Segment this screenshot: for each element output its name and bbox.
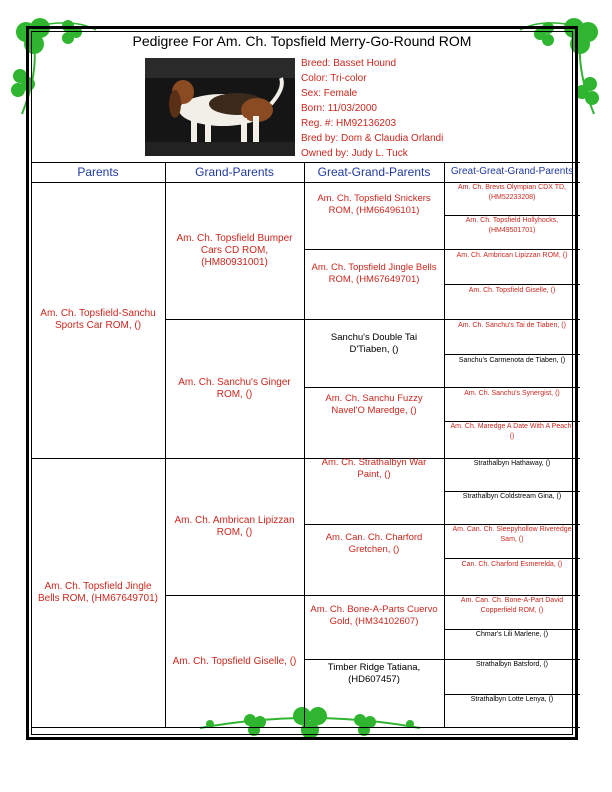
page-title: Pedigree For Am. Ch. Topsfield Merry-Go-Round ROM: [132, 33, 472, 49]
header-great-grand-parents: Great-Grand-Parents: [317, 165, 431, 179]
header-great-great-grand-parents: Great-Great-Grand-Parents: [450, 166, 574, 177]
great-great-grandparent-7: Am. Ch. Sanchu's Synergist, (): [464, 390, 560, 397]
parent-dam: Am. Ch. Topsfield Jingle Bells ROM, (HM67649701): [37, 581, 159, 604]
great-great-grandparent-13: Am. Can. Ch. Bone-A-Part David Copperfield ROM, (): [460, 597, 564, 614]
great-great-grandparent-4: Am. Ch. Topsfield Giselle, (): [468, 287, 556, 294]
great-great-grandparent-3: Am. Ch. Ambrican Lipizzan ROM, (): [456, 252, 568, 259]
parent-sire: Am. Ch. Topsfield-Sanchu Sports Car ROM, (): [40, 308, 156, 331]
born-text: Born: 11/03/2000: [301, 103, 377, 114]
grandparent-4: Am. Ch. Topsfield Giselle, (): [172, 655, 297, 667]
column-divider-2: [304, 162, 305, 728]
owner-text: Owned by: Judy L. Tuck: [301, 148, 408, 159]
color-text: Color: Tri-color: [301, 73, 367, 84]
great-great-grandparent-1: Am. Ch. Brevis Olympian CDX TD, (HM52233208): [457, 184, 566, 201]
great-grandparent-5: Am. Ch. Strathalbyn War Paint, (): [321, 457, 427, 480]
great-grandparent-6: Am. Can. Ch. Charford Gretchen, (): [325, 532, 423, 555]
great-great-grandparent-11: Am. Can. Ch. Sleepyhollow Riveredge Sam, (): [452, 526, 572, 543]
great-grandparent-7: Am. Ch. Bone-A-Parts Cuervo Gold, (HM34102607): [310, 604, 438, 627]
dog-details: [301, 56, 443, 161]
great-great-grandparent-8: Am. Ch. Maredge A Date With A Peach, (): [450, 423, 574, 440]
great-great-grandparent-15: Strathalbyn Batsford, (): [476, 661, 548, 668]
header-grand-parents: Grand-Parents: [195, 165, 274, 179]
great-great-grandparent-16: Strathalbyn Lotte Lenya, (): [470, 696, 554, 703]
great-great-grandparent-5: Am. Ch. Sanchu's Tai de Tiaben, (): [458, 322, 566, 329]
pedigree-table: [31, 162, 580, 728]
great-grandparent-8: Timber Ridge Tatiana, (HD607457): [327, 662, 421, 685]
sex-text: Sex: Female: [301, 88, 358, 99]
breed-text: Breed: Basset Hound: [301, 58, 397, 69]
great-great-grandparent-6: Sanchu's Carmenota de Tiaben, (): [458, 357, 566, 364]
great-great-grandparent-2: Am. Ch. Topsfield Hollyhocks, (HM49501701): [465, 217, 559, 234]
great-grandparent-1: Am. Ch. Topsfield Snickers ROM, (HM66496101): [317, 192, 431, 216]
great-great-grandparent-12: Can. Ch. Charford Esmerelda, (): [461, 561, 563, 568]
great-grandparent-2: Am. Ch. Topsfield Jingle Bells ROM, (HM67649701): [311, 262, 437, 285]
registration-text: Reg. #: HM92136203: [301, 118, 397, 129]
great-great-grandparent-10: Strathalbyn Coldstream Gina, (): [462, 493, 562, 500]
great-grandparent-3: Sanchu's Double Tai D'Tiaben, (): [330, 332, 418, 355]
great-grandparent-4: Am. Ch. Sanchu Fuzzy Navel'O Maredge, (): [325, 393, 423, 416]
great-great-grandparent-9: Strathalbyn Hathaway, (): [473, 460, 551, 467]
breeder-text: Bred by: Dom & Claudia Orlandi: [301, 133, 444, 144]
basset-hound-photo: [145, 58, 295, 156]
grandparent-2: Am. Ch. Sanchu's Ginger ROM, (): [178, 376, 291, 400]
header-parents: Parents: [77, 165, 119, 179]
grandparent-1: Am. Ch. Topsfield Bumper Cars CD ROM, (HM80931001): [176, 232, 293, 268]
great-great-grandparent-14: Chmar's Lili Marlene, (): [475, 631, 549, 638]
grandparent-3: Am. Ch. Ambrican Lipizzan ROM, (): [174, 514, 295, 538]
column-divider-3: [444, 162, 445, 728]
